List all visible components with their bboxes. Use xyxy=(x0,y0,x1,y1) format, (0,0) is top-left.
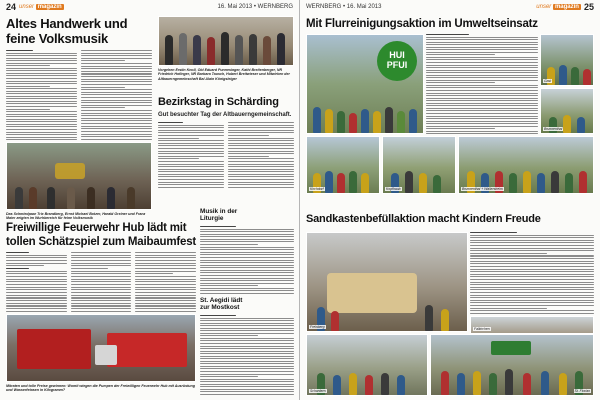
cleanup-group-photo xyxy=(306,34,424,134)
article-headline: Bezirkstag in Schärding xyxy=(158,96,279,108)
photo-caption: Vorgehen Erstin Knoll, Obl Eduard Punnesinger, Kathi Breitenberger, NR Friedrich Hofinger, NR Barbara Tausch, Hubert Breitwieser und Mitwirken der Altbauerngemeinschaft Bal Alain Königsleiger xyxy=(158,68,290,81)
sandbox-photo xyxy=(470,316,594,334)
mini-headline: St. Aegidi lädt zur Mostkost xyxy=(200,297,243,311)
left-page-header xyxy=(6,3,293,12)
page-date: 16. Mai 2013 • WERNBERG xyxy=(217,4,293,10)
photo-location-tag: Brunnenthal xyxy=(544,127,563,131)
right-page-header xyxy=(306,3,594,12)
article-body-columns xyxy=(6,50,152,140)
brand-logo: unser magazin xyxy=(19,4,62,10)
article-subline: Gut besuchter Tag der Altbauerngemeinschaft. xyxy=(158,112,292,118)
photo-location-tag: Freinberg xyxy=(310,325,325,329)
article-headline: Altes Handwerk und feine Volksmusik xyxy=(6,16,128,46)
photo-location-tag: Kopfhaub xyxy=(386,187,401,191)
mini-headline: Musik in der Liturgie xyxy=(200,208,238,222)
group-photo xyxy=(158,16,294,66)
brand-logo: unser magazin xyxy=(536,4,579,10)
sandbox-photo xyxy=(306,232,468,332)
photo-location-tag: Schardern xyxy=(310,389,326,393)
article-headline: Mit Flurreinigungsaktion im Umweltseinsatz xyxy=(306,18,538,30)
article-headline: Sandkastenbefüllaktion macht Kindern Freude xyxy=(306,213,541,225)
cleanup-photo xyxy=(306,136,380,194)
right-page xyxy=(300,0,600,400)
hui-pfui-logo: HUI PFUI xyxy=(377,41,417,81)
musicians-photo xyxy=(6,142,152,210)
photo-location-tag: Kirchdorf xyxy=(310,187,324,191)
cleanup-photo xyxy=(382,136,456,194)
page-number: 24 xyxy=(6,2,17,12)
photo-location-tag: Gast xyxy=(544,79,552,83)
sandbox-photo xyxy=(430,334,594,396)
photo-caption: Mitraten und tolle Preise gewinnen: Womit wiegen die Pumpen der Freiwilligen Feuerwehr Hub mit Ausrüstung und Wasserfetasen in Kilogramm? xyxy=(6,384,195,393)
mini-body xyxy=(200,226,294,294)
article-body-columns xyxy=(470,232,594,314)
article-body-columns xyxy=(158,122,294,188)
photo-location-tag: St. Florian xyxy=(574,389,590,393)
sandbox-photo xyxy=(306,334,428,396)
page-date: WERNBERG • 16. Mai 2013 xyxy=(306,4,382,10)
cleanup-photo xyxy=(540,88,594,134)
photo-location-tag: Falkirchen xyxy=(474,327,490,331)
article-body-columns xyxy=(6,252,196,312)
photo-caption: Das Schmiedpaar Trix Brandberg, Ernst Michael Botzer, Harald Greiner und Franz Maier zeigten im Wurhbereich für feine Volksmusik xyxy=(6,212,146,221)
article-headline: Freiwillige Feuerwehr Hub lädt mit tollen Schätzspiel zum Maibaumfest xyxy=(6,222,197,248)
cleanup-photo xyxy=(458,136,594,194)
fire-brigade-photo xyxy=(6,314,196,382)
page-number: 25 xyxy=(583,2,594,12)
photo-location-tag: Brunnenthal + Wallersheim xyxy=(462,187,503,191)
cleanup-photo xyxy=(540,34,594,86)
article-body-columns xyxy=(426,34,538,134)
mini-body xyxy=(200,315,294,395)
